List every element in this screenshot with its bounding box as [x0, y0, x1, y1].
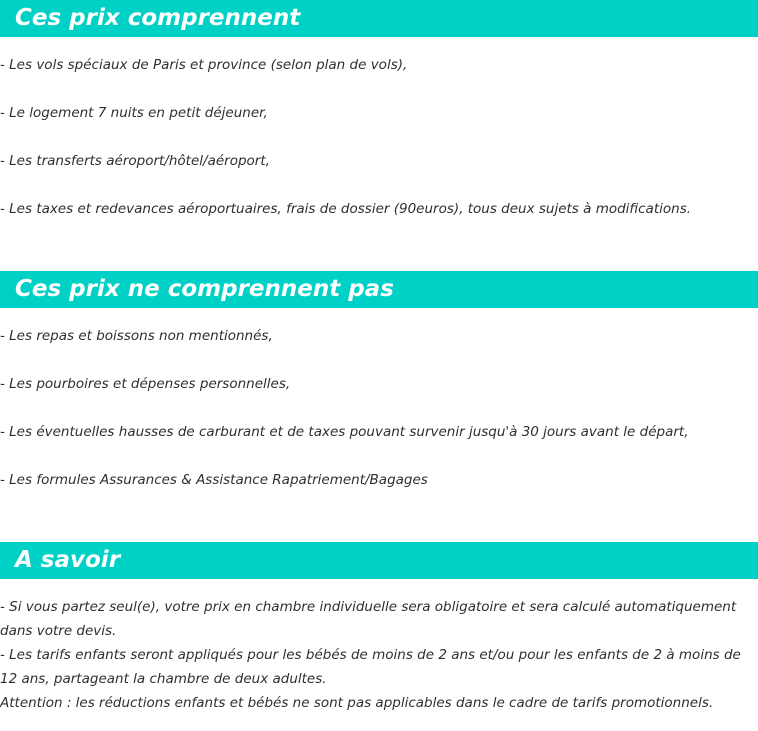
list-item: - Les formules Assurances & Assistance Rapatriement/Bagages	[0, 472, 428, 488]
list-item: - Les transferts aéroport/hôtel/aéroport,	[0, 153, 270, 169]
list-item: - Les repas et boissons non mentionnés,	[0, 328, 273, 344]
info-paragraph: - Si vous partez seul(e), votre prix en chambre individuelle sera obligatoire et sera calculé automatiquement dans votre devis.	[0, 599, 737, 639]
section-heading: Ces prix comprennent	[0, 0, 758, 37]
section-heading: Ces prix ne comprennent pas	[0, 271, 758, 308]
section-heading: A savoir	[0, 542, 758, 579]
list-item: - Les vols spéciaux de Paris et province (selon plan de vols),	[0, 57, 408, 73]
list-item: - Les taxes et redevances aéroportuaires, frais de dossier (90euros), tous deux sujets à modifications.	[0, 201, 692, 217]
section-included	[0, 0, 758, 37]
list-item: - Les éventuelles hausses de carburant et de taxes pouvant survenir jusqu'à 30 jours avant le départ,	[0, 424, 689, 440]
info-paragraph: - Les tarifs enfants seront appliqués pour les bébés de moins de 2 ans et/ou pour les enfants de 2 à moins de 12 ans, partageant la chambre de deux adultes.	[0, 647, 741, 687]
section-good-to-know	[0, 542, 758, 579]
list-item: - Le logement 7 nuits en petit déjeuner,	[0, 105, 268, 121]
info-paragraph: Attention : les réductions enfants et bébés ne sont pas applicables dans le cadre de tarifs promotionnels.	[0, 695, 714, 711]
list-item: - Les pourboires et dépenses personnelles,	[0, 376, 291, 392]
section-excluded	[0, 271, 758, 308]
